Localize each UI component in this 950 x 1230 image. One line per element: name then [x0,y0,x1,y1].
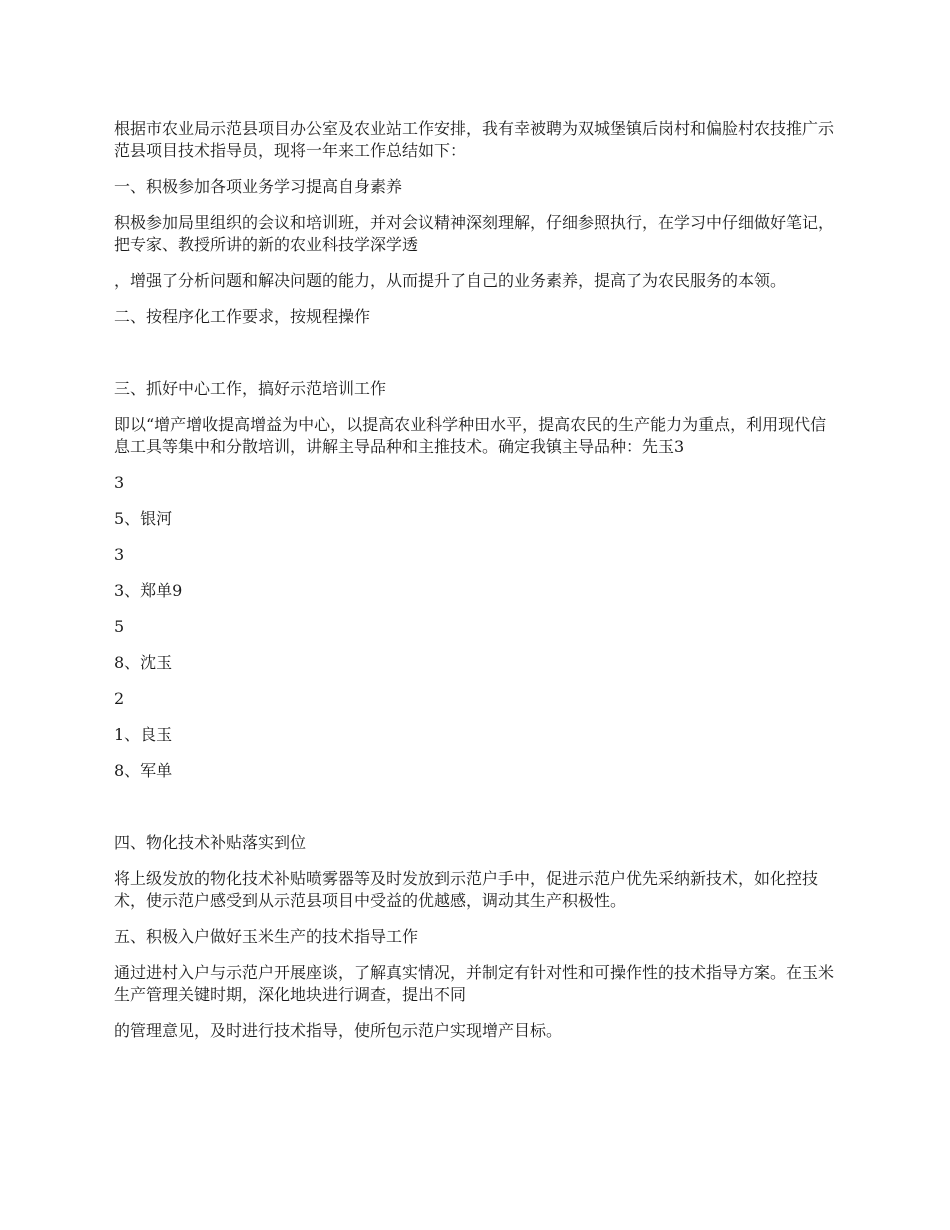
variety-line: 2 [114,689,125,708]
document-body [114,118,842,1056]
section-3-paragraph: 即以“增产增收提高增益为中心，以提高农业科学种田水平，提高农民的生产能力为重点，利用现代信息工具等集中和分散培训，讲解主导品种和主推技术。确定我镇主导品种：先玉3 [114,415,827,456]
section-1-paragraph-1: 积极参加局里组织的会议和培训班，并对会议精神深刻理解，仔细参照执行，在学习中仔细做好笔记，把专家、教授所讲的新的农业科技学深学透 [114,213,835,254]
variety-line: 5、银河 [114,509,173,528]
variety-line: 5 [114,617,125,636]
section-heading-1: 一、积极参加各项业务学习提高自身素养 [114,177,403,196]
intro-paragraph: 根据市农业局示范县项目办公室及农业站工作安排，我有幸被聘为双城堡镇后岗村和偏脸村农技推广示范县项目技术指导员，现将一年来工作总结如下： [114,119,835,160]
section-heading-3: 三、抓好中心工作，搞好示范培训工作 [114,379,387,398]
variety-line: 3 [114,473,125,492]
variety-line: 1、良玉 [114,725,173,744]
section-4-paragraph: 将上级发放的物化技术补贴喷雾器等及时发放到示范户手中，促进示范户优先采纳新技术，如化控技术，使示范户感受到从示范县项目中受益的优越感，调动其生产积极性。 [114,869,819,910]
section-5-paragraph-2: 的管理意见，及时进行技术指导，使所包示范户实现增产目标。 [114,1021,563,1040]
variety-line: 8、沈玉 [114,653,173,672]
section-heading-2: 二、按程序化工作要求，按规程操作 [114,307,371,326]
variety-line: 3、郑单9 [114,581,183,600]
section-1-paragraph-2: ，增强了分析问题和解决问题的能力，从而提升了自己的业务素养，提高了为农民服务的本领。 [114,271,787,290]
section-heading-4: 四、物化技术补贴落实到位 [114,833,307,852]
variety-line: 8、军单 [114,761,173,780]
section-5-paragraph-1: 通过进村入户与示范户开展座谈，了解真实情况，并制定有针对性和可操作性的技术指导方案。在玉米生产管理关键时期，深化地块进行调查，提出不同 [114,963,835,1004]
variety-line: 3 [114,545,125,564]
section-heading-5: 五、积极入户做好玉米生产的技术指导工作 [114,927,419,946]
